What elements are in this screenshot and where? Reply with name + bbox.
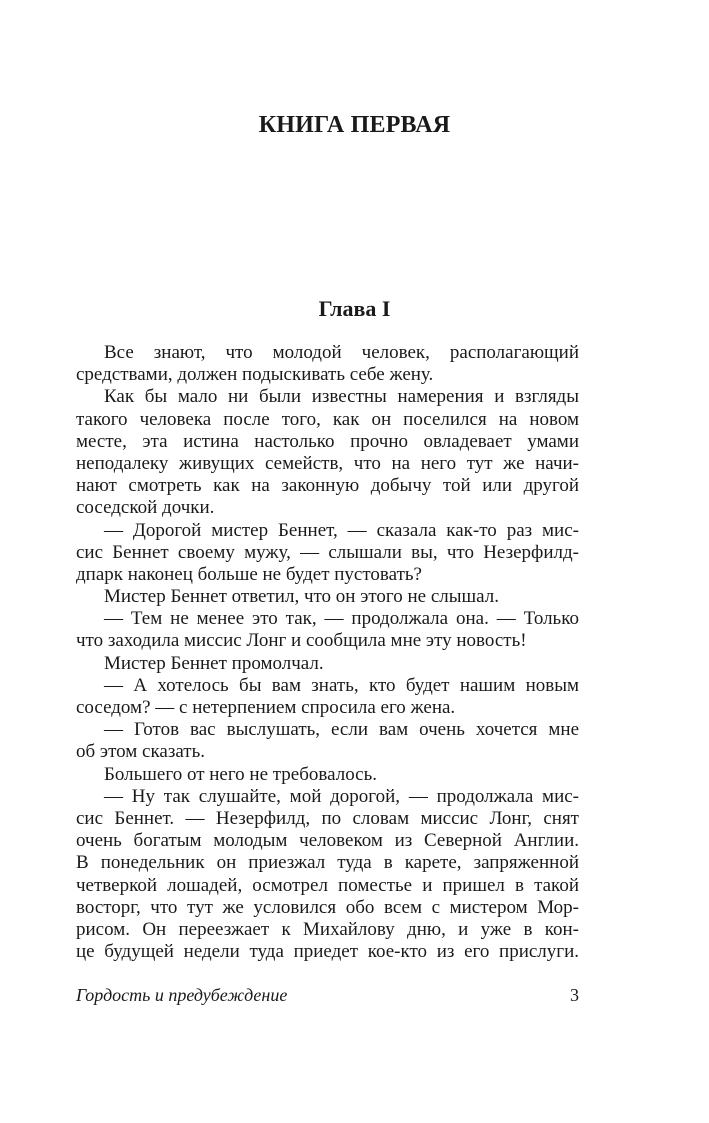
text-line: об этом сказать. [76, 741, 206, 763]
page-footer [76, 985, 579, 1009]
text-line: соседской дочки. [76, 497, 215, 519]
text-line: такого человека после того, как он поселился на новом [76, 408, 579, 430]
running-footer-title: Гордость и предубеждение [76, 985, 288, 1005]
text-line: сис Беннет своему мужу, — слышали вы, что Незерфилд- [76, 541, 579, 563]
text-line: сис Беннет. — Незерфилд, по словам миссис Лонг, снят [76, 807, 579, 829]
text-line: — Ну так слушайте, мой дорогой, — продолжала мис- [104, 785, 579, 807]
text-line: соседом? — с нетерпением спросила его жена. [76, 697, 456, 718]
page-number: 3 [570, 985, 579, 1005]
text-line: неподалеку живущих семейств, что на него тут же начи- [76, 452, 579, 474]
text-line: Большего от него не требовалось. [104, 763, 378, 785]
text-line: це будущей недели туда приедет кое-кто из его прислуги. [76, 941, 579, 963]
text-line: — Тем не менее это так, — продолжала она. — Только [104, 608, 579, 630]
text-line: Как бы мало ни были известны намерения и взгляды [104, 386, 579, 408]
text-line: — А хотелось бы вам знать, кто будет нашим новым [104, 674, 579, 696]
body-text [76, 342, 579, 963]
book-title: КНИГА ПЕРВАЯ [258, 112, 451, 138]
text-line: средствами, должен подыскивать себе жену. [76, 364, 434, 386]
text-line: Мистер Беннет ответил, что он этого не слышал. [104, 586, 499, 608]
text-line: нают смотреть как на законную добычу той или другой [76, 475, 579, 497]
text-line: четверкой лошадей, осмотрел поместье и пришел в такой [76, 874, 579, 896]
chapter-title: Глава I [318, 296, 391, 321]
text-line: — Дорогой мистер Беннет, — сказала как-то раз мис- [104, 519, 579, 541]
text-line: рисом. Он переезжает к Михайлову дню, и уже в кон- [76, 918, 579, 940]
text-line: Мистер Беннет промолчал. [104, 652, 324, 674]
text-line: восторг, что тут же условился обо всем с мистером Мор- [76, 896, 579, 918]
text-line: — Готов вас выслушать, если вам очень хочется мне [104, 719, 579, 741]
text-line: дпарк наконец больше не будет пустовать? [76, 563, 422, 585]
text-line: В понедельник он приезжал туда в карете, запряженной [76, 852, 579, 874]
text-line: месте, эта истина настолько прочно овладевает умами [76, 430, 579, 452]
text-line: очень богатым молодым человеком из Северной Англии. [76, 830, 579, 852]
text-line: Все знают, что молодой человек, располагающий [104, 342, 579, 363]
text-line: что заходила миссис Лонг и сообщила мне эту новость! [76, 630, 527, 652]
